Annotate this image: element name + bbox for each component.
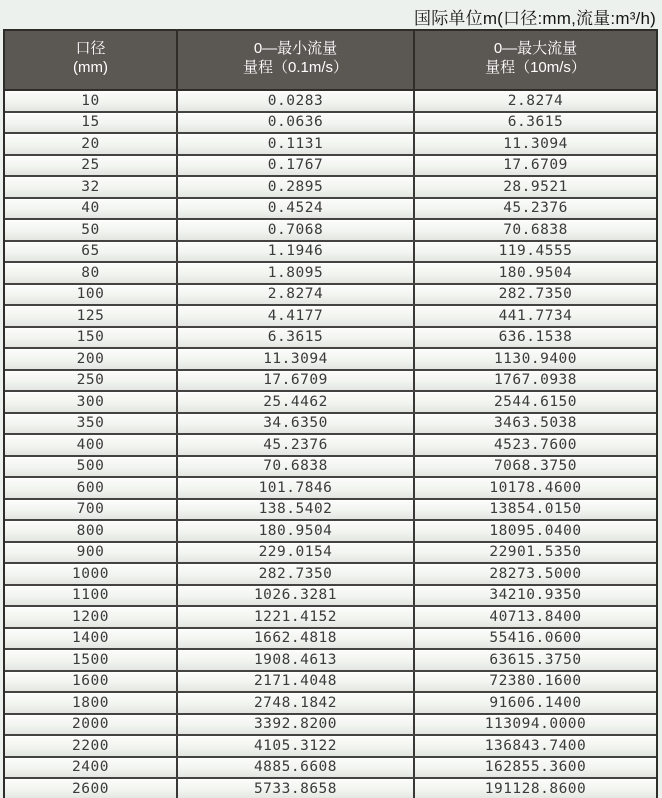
cell-min-flow: 25.4462 [177,391,414,413]
cell-max-flow: 191128.8600 [414,778,656,798]
table-row [5,692,656,714]
table-row [5,649,656,671]
cell-min-flow: 0.2895 [177,176,414,198]
cell-max-flow: 119.4555 [414,241,656,263]
cell-max-flow: 70.6838 [414,219,656,241]
header-max-flow-line2: 量程（10m/s） [485,59,586,76]
cell-max-flow: 63615.3750 [414,649,656,671]
cell-max-flow: 22901.5350 [414,542,656,564]
cell-min-flow: 45.2376 [177,434,414,456]
cell-diameter: 800 [5,520,177,542]
header-min-flow-line1: 0—最小流量 [253,40,338,58]
cell-min-flow: 229.0154 [177,542,414,564]
table-row [5,499,656,521]
table-row [5,585,656,607]
cell-max-flow: 91606.1400 [414,692,656,714]
table-row [5,563,656,585]
cell-min-flow: 3392.8200 [177,714,414,736]
cell-diameter: 400 [5,434,177,456]
table-row [5,327,656,349]
header-min-flow-line2: 量程（0.1m/s） [242,59,348,76]
cell-diameter: 200 [5,348,177,370]
table-row [5,413,656,435]
cell-min-flow: 17.6709 [177,370,414,392]
cell-min-flow: 0.1131 [177,133,414,155]
cell-diameter: 1000 [5,563,177,585]
cell-max-flow: 17.6709 [414,155,656,177]
cell-min-flow: 11.3094 [177,348,414,370]
cell-diameter: 2000 [5,714,177,736]
cell-diameter: 80 [5,262,177,284]
table-row [5,112,656,134]
table-row [5,628,656,650]
flow-range-table-frame [3,29,658,798]
cell-min-flow: 1.1946 [177,241,414,263]
cell-diameter: 50 [5,219,177,241]
cell-max-flow: 180.9504 [414,262,656,284]
cell-max-flow: 136843.7400 [414,735,656,757]
header-diameter-line1: 口径 [75,40,106,58]
cell-diameter: 350 [5,413,177,435]
cell-min-flow: 1908.4613 [177,649,414,671]
cell-max-flow: 7068.3750 [414,456,656,478]
cell-diameter: 700 [5,499,177,521]
cell-max-flow: 282.7350 [414,284,656,306]
table-row [5,198,656,220]
table-row [5,671,656,693]
table-row [5,262,656,284]
table-row [5,714,656,736]
cell-max-flow: 10178.4600 [414,477,656,499]
table-row [5,348,656,370]
table-row [5,241,656,263]
table-row [5,778,656,798]
cell-max-flow: 72380.1600 [414,671,656,693]
cell-diameter: 1400 [5,628,177,650]
cell-min-flow: 0.0283 [177,90,414,112]
table-header [5,31,656,90]
cell-max-flow: 441.7734 [414,305,656,327]
cell-max-flow: 34210.9350 [414,585,656,607]
cell-diameter: 40 [5,198,177,220]
cell-min-flow: 2171.4048 [177,671,414,693]
table-row [5,735,656,757]
cell-min-flow: 282.7350 [177,563,414,585]
table-row [5,542,656,564]
cell-max-flow: 2.8274 [414,90,656,112]
cell-min-flow: 0.4524 [177,198,414,220]
table-row [5,284,656,306]
flow-range-table [5,31,656,798]
cell-max-flow: 162855.3600 [414,757,656,779]
header-diameter-line2: (mm) [73,59,108,76]
header-diameter [5,31,177,90]
header-max-flow-line1: 0—最大流量 [493,40,578,58]
cell-min-flow: 70.6838 [177,456,414,478]
cell-max-flow: 11.3094 [414,133,656,155]
cell-max-flow: 3463.5038 [414,413,656,435]
header-row [5,31,656,90]
cell-diameter: 65 [5,241,177,263]
table-row [5,757,656,779]
cell-max-flow: 28273.5000 [414,563,656,585]
cell-max-flow: 1767.0938 [414,370,656,392]
table-row [5,520,656,542]
cell-min-flow: 0.0636 [177,112,414,134]
cell-max-flow: 636.1538 [414,327,656,349]
cell-min-flow: 2748.1842 [177,692,414,714]
table-row [5,370,656,392]
cell-diameter: 2400 [5,757,177,779]
cell-diameter: 25 [5,155,177,177]
cell-max-flow: 1130.9400 [414,348,656,370]
cell-min-flow: 4105.3122 [177,735,414,757]
table-row [5,305,656,327]
cell-max-flow: 55416.0600 [414,628,656,650]
cell-min-flow: 4885.6608 [177,757,414,779]
cell-max-flow: 45.2376 [414,198,656,220]
cell-diameter: 1500 [5,649,177,671]
cell-diameter: 500 [5,456,177,478]
cell-max-flow: 113094.0000 [414,714,656,736]
cell-diameter: 300 [5,391,177,413]
table-row [5,606,656,628]
table-row [5,176,656,198]
cell-max-flow: 4523.7600 [414,434,656,456]
cell-diameter: 250 [5,370,177,392]
cell-diameter: 1800 [5,692,177,714]
cell-diameter: 900 [5,542,177,564]
header-min-flow [177,31,414,90]
table-row [5,477,656,499]
cell-max-flow: 13854.0150 [414,499,656,521]
cell-diameter: 10 [5,90,177,112]
cell-max-flow: 28.9521 [414,176,656,198]
cell-min-flow: 0.1767 [177,155,414,177]
cell-max-flow: 2544.6150 [414,391,656,413]
cell-diameter: 2600 [5,778,177,798]
cell-diameter: 150 [5,327,177,349]
table-row [5,90,656,112]
page-title: 国际单位m(口径:mm,流量:m³/h) [414,9,656,28]
table-body [5,90,656,798]
cell-min-flow: 138.5402 [177,499,414,521]
cell-max-flow: 40713.8400 [414,606,656,628]
cell-min-flow: 1662.4818 [177,628,414,650]
cell-diameter: 15 [5,112,177,134]
cell-min-flow: 6.3615 [177,327,414,349]
cell-diameter: 100 [5,284,177,306]
cell-min-flow: 2.8274 [177,284,414,306]
cell-min-flow: 1.8095 [177,262,414,284]
cell-diameter: 125 [5,305,177,327]
table-row [5,391,656,413]
table-row [5,219,656,241]
cell-diameter: 2200 [5,735,177,757]
header-max-flow [414,31,656,90]
table-row [5,456,656,478]
cell-min-flow: 4.4177 [177,305,414,327]
cell-min-flow: 180.9504 [177,520,414,542]
table-row [5,155,656,177]
cell-min-flow: 101.7846 [177,477,414,499]
cell-max-flow: 18095.0400 [414,520,656,542]
cell-diameter: 1600 [5,671,177,693]
table-row [5,133,656,155]
cell-diameter: 1100 [5,585,177,607]
cell-max-flow: 6.3615 [414,112,656,134]
cell-diameter: 20 [5,133,177,155]
table-row [5,434,656,456]
cell-min-flow: 1026.3281 [177,585,414,607]
cell-min-flow: 34.6350 [177,413,414,435]
cell-min-flow: 5733.8658 [177,778,414,798]
cell-min-flow: 0.7068 [177,219,414,241]
cell-diameter: 600 [5,477,177,499]
cell-diameter: 1200 [5,606,177,628]
cell-min-flow: 1221.4152 [177,606,414,628]
cell-diameter: 32 [5,176,177,198]
